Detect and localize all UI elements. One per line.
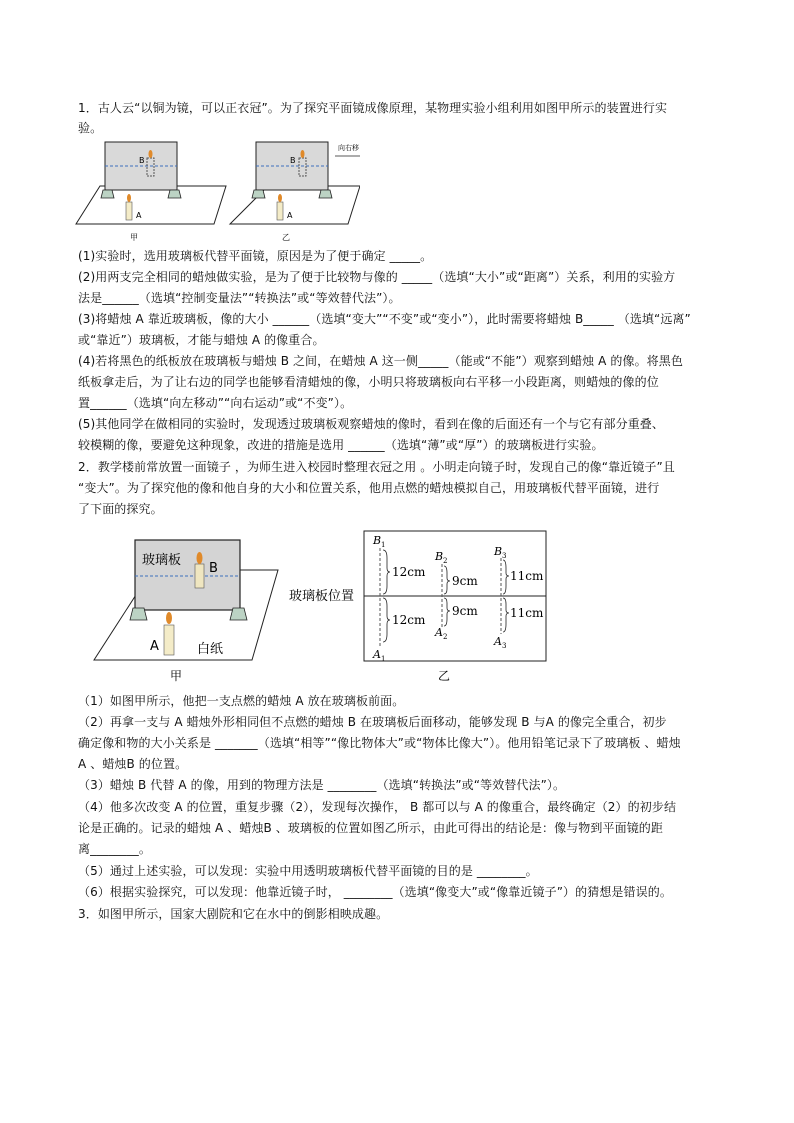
label-a2: A [435,626,443,639]
q1-sub2-line2: 法是______（选填“控制变量法”“转换法”或“等效替代法”）。 [78,291,401,305]
q2-figure-jia [92,530,282,685]
q1-sub4-line2: 纸板拿走后，为了让右边的同学也能够看清蜡烛的像，小明只将玻璃板向右平移一小段距离，则蜡烛的像的位 [78,375,659,389]
glass-position-label: 玻璃板位置 [289,589,355,604]
distance-b2: 9cm [452,574,478,588]
q2-sub2-line3: A 、蜡烛B 的位置。 [78,757,188,771]
q2-sub5: （5）通过上述实验，可以发现：实验中用透明玻璃板代替平面镜的目的是 ________。 [78,864,538,878]
q1-sub3-line2: 或“靠近”）玻璃板，才能与蜡烛 A 的像重合。 [78,333,325,347]
q3-stem-line1: 3．如图甲所示，国家大剧院和它在水中的倒影相映成趣。 [78,907,389,921]
label-b2: B [435,550,444,563]
q1-figure-yi [230,142,360,242]
white-paper-label: 白纸 [197,642,224,657]
q2-sub4-line2: 论是正确的。记录的蜡烛 A 、蜡烛B 、玻璃板的位置如图乙所示，由此可得出的结论是：像与物到平面镜的距 [78,821,663,835]
q2-stem-line2: “变大”。为了探究他的像和他自身的大小和位置关系，他用点燃的蜡烛模拟自己，用玻璃板代替平面镜，进行 [78,481,660,495]
glass-plate-label: 玻璃板 [142,553,182,568]
svg-text:1: 1 [381,541,386,549]
q2-sub1: （1）如图甲所示，他把一支点燃的蜡烛 A 放在玻璃板前面。 [78,694,405,708]
label-b3: B [494,545,503,558]
move-right-label: 向右移 [338,144,359,152]
q1-sub4-line3: 置______（选填“向左移动”“向右运动”或“不变”）。 [78,396,353,410]
q2-stem-line1: 2．教学楼前常放置一面镜子 ，为师生进入校园时整理衣冠之用 。小明走向镜子时，发现自己的像“靠近镜子”且 [78,460,675,474]
q2-figure-yi [286,528,548,688]
q1-sub4-line1: (4)若将黑色的纸板放在玻璃板与蜡烛 B 之间，在蜡烛 A 这一侧_____（能或“不能”）观察到蜡烛 A 的像。将黑色 [78,354,683,368]
candle-a-label: A [136,211,142,220]
q2-sub3: （3）蜡烛 B 代替 A 的像，用到的物理方法是 ________（选填“转换法”或“等效替代法”）。 [78,778,566,792]
q1-sub2-line1: (2)用两支完全相同的蜡烛做实验，是为了便于比较物与像的 _____（选填“大小”或“距离”）关系，利用的实验方 [78,270,676,284]
svg-text:2: 2 [443,633,448,641]
label-a1: A [373,648,381,661]
svg-text:3: 3 [502,552,507,560]
q1-sub5-line1: (5)其他同学在做相同的实验时，发现透过玻璃板观察蜡烛的像时，看到在像的后面还有一个与它有部分重叠、 [78,417,665,431]
label-a3: A [494,635,502,648]
q2-fig-yi-label: 乙 [438,669,451,683]
fig-label-yi: 乙 [282,233,290,242]
q2-candle-b-label: B [209,561,218,576]
q1-stem-line2: 验。 [78,121,103,135]
svg-text:3: 3 [502,642,507,650]
q2-sub4-line1: （4）他多次改变 A 的位置，重复步骤（2），发现每次操作， B 都可以与 A 的像重合，最终确定（2）的初步结 [78,800,677,814]
q1-figure [70,136,360,246]
q1-sub1: (1)实验时，选用玻璃板代替平面镜，原因是为了便于确定 _____。 [78,249,433,263]
q2-candle-a-label: A [150,639,159,654]
distance-b1: 12cm [392,565,426,579]
svg-text:1: 1 [381,655,386,663]
q2-sub6: （6）根据实验探究，可以发现：他靠近镜子时， ________（选填“像变大”或“像靠近镜子”）的猜想是错误的。 [78,885,672,899]
distance-a1: 12cm [392,613,426,627]
label-b1: B [373,534,382,547]
distance-a3: 11cm [510,606,544,620]
distance-a2: 9cm [452,604,478,618]
q2-fig-jia-label: 甲 [170,669,183,683]
distance-b3: 11cm [510,569,544,583]
q1-sub3-line1: (3)将蜡烛 A 靠近玻璃板，像的大小 ______（选填“变大”“不变”或“变小”），此时需要将蜡烛 B_____ （选填“远离” [78,312,691,326]
candle-b-label-2: B [290,156,296,165]
q1-figure-jia [76,142,226,242]
q2-stem-line3: 了下面的探究。 [78,502,163,516]
q2-sub2-line2: 确定像和物的大小关系是 _______（选填“相等”“像比物体大”或“物体比像大”）。他用铅笔记录下了玻璃板 、蜡烛 [78,736,681,750]
fig-label-jia: 甲 [130,233,138,242]
q2-sub2-line1: （2）再拿一支与 A 蜡烛外形相同但不点燃的蜡烛 B 在玻璃板后面移动，能够发现 B 与A 的像完全重合，初步 [78,715,667,729]
svg-text:2: 2 [443,557,448,565]
q1-stem-line1: 1．古人云“以铜为镜，可以正衣冠”。为了探究平面镜成像原理，某物理实验小组利用如图甲所示的装置进行实 [78,101,668,115]
candle-b-label: B [139,156,145,165]
q1-sub5-line2: 较模糊的像，要避免这种现象，改进的措施是选用 ______（选填“薄”或“厚”）的玻璃板进行实验。 [78,438,604,452]
q2-sub4-line3: 离________。 [78,842,152,856]
candle-a-label-2: A [287,211,293,220]
